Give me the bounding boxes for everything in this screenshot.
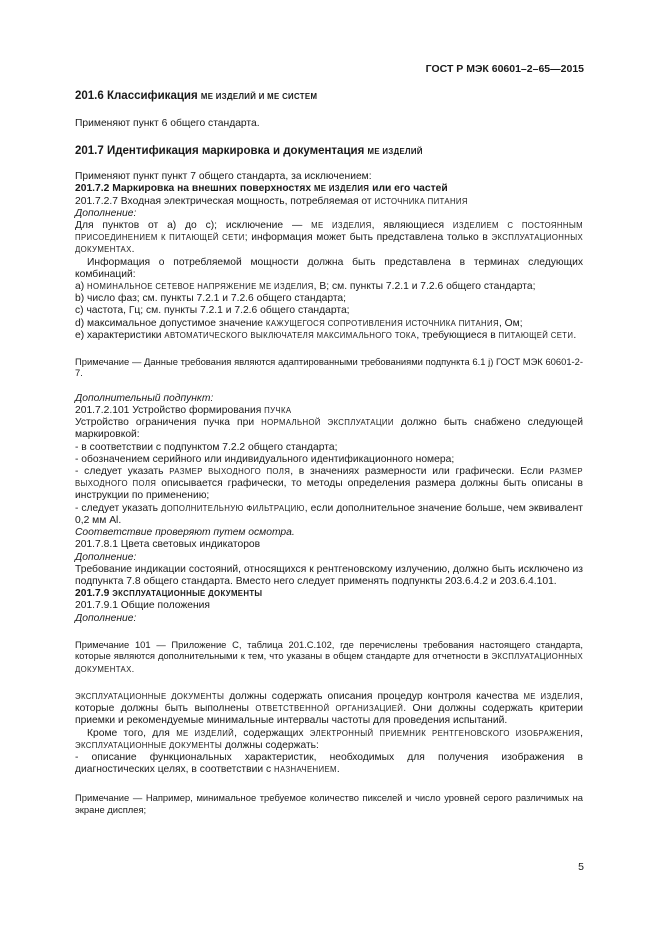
paragraph-beam-device: Устройство ограничения пучка при НОРМАЛЬНОЙ ЭКСПЛУАТАЦИИ должно быть снабжено следующей маркировкой:: [75, 417, 583, 441]
standard-header: ГОСТ Р МЭК 60601–2–65—2015: [425, 63, 584, 75]
addition-label: Дополнение:: [75, 207, 137, 219]
section-201-7-8-1-title: 201.7.8.1 Цвета световых индикаторов: [75, 539, 261, 551]
list-item-e: e) характеристики АВТОМАТИЧЕСКОГО ВЫКЛЮЧАТЕЛЯ МАКСИМАЛЬНОГО ТОКА, требующиеся в ПИТАЮЩЕЙ СЕТИ.: [75, 329, 577, 341]
section-201-7-title: 201.7 Идентификация маркировка и документация МЕ ИЗДЕЛИЙ: [75, 145, 423, 158]
paragraph-exceptions: Для пунктов от a) до с); исключение — МЕ ИЗДЕЛИЯ, являющиеся ИЗДЕЛИЕМ С ПОСТОЯННЫМ ПРИСОЕДИНЕНИЕМ К ПИТАЮЩЕЙ СЕТИ; информация может быть представлена только в ЭКСПЛУАТАЦИОННЫХ ДОКУМЕНТАХ.: [75, 220, 584, 256]
paragraph-docs-qc: ЭКСПЛУАТАЦИОННЫЕ ДОКУМЕНТЫ должны содержать описания процедур контроля качества МЕ ИЗДЕЛИЯ, которые должны быть выполнены ОТВЕТСТВЕННОЙ ОРГАНИЗАЦИЕЙ. Они должны содержать критерии приемки и рекомендуемые минимальные интервалы частоты для проведения испытаний.: [75, 690, 583, 727]
section-201-7-2-7-title: 201.7.2.7 Входная электрическая мощность, потребляемая от ИСТОЧНИКА ПИТАНИЯ: [75, 195, 468, 207]
list-item-d: d) максимальное допустимое значение КАЖУЩЕГОСЯ СОПРОТИВЛЕНИЯ ИСТОЧНИКА ПИТАНИЯ, Ом;: [75, 317, 523, 329]
section-201-7-2-101-title: 201.7.2.101 Устройство формирования ПУЧКА: [75, 405, 292, 417]
marking-item-2: - обозначением серийного или индивидуального идентификационного номера;: [75, 453, 455, 465]
note-101: Примечание 101 — Приложение С, таблица 201.С.102, где перечислены требования настоящего стандарта, которые являются дополнительными к тем, что указаны в общем стандарте для отчетности в ЭКСПЛУАТАЦИОННЫХ ДОКУМЕНТАХ.: [75, 638, 583, 674]
section-201-6-text: Применяют пункт 6 общего стандарта.: [75, 118, 260, 129]
addition-label-2: Дополнение:: [75, 551, 137, 563]
page-number: 5: [578, 861, 584, 873]
addition-label-3: Дополнение:: [75, 612, 137, 624]
additional-subclause-label: Дополнительный подпункт:: [75, 392, 214, 404]
section-201-6-title: 201.6 Классификация МЕ ИЗДЕЛИЙ И МЕ СИСТЕМ: [75, 90, 318, 102]
compliance-check: Соответствие проверяют путем осмотра.: [75, 527, 295, 539]
list-item-b: b) число фаз; см. пункты 7.2.1 и 7.2.6 общего стандарта;: [75, 293, 347, 305]
docs-item-1: - описание функциональных характеристик, необходимых для получения изображения в диагностических целях, в соответствии с НАЗНАЧЕНИЕМ.: [75, 751, 583, 776]
paragraph-indicators: Требование индикации состояний, относящихся к рентгеновскому излучению, должно быть исключено из подпункта 7.8 общего стандарта. Вместо него следует применять подпункты 203.6.4.2 и 203.6.4.101.: [75, 563, 583, 587]
note-3: Примечание — Например, минимальное требуемое количество пикселей и число уровней серого различимых на экране дисплея;: [75, 792, 583, 815]
paragraph-docs-receiver: Кроме того, для МЕ ИЗДЕЛИЙ, содержащих ЭЛЕКТРОННЫЙ ПРИЕМНИК РЕНТГЕНОВСКОГО ИЗОБРАЖЕНИЯ, ЭКСПЛУАТАЦИОННЫЕ ДОКУМЕНТЫ должны содержать:: [75, 727, 584, 751]
marking-item-4: - следует указать ДОПОЛНИТЕЛЬНУЮ ФИЛЬТРАЦИЮ, если дополнительное значение больше, чем эквивалент 0,2 мм Al.: [75, 502, 583, 526]
section-201-7-text: Применяют пункт пункт 7 общего стандарта, за исключением:: [75, 171, 372, 183]
marking-item-3: - следует указать РАЗМЕР ВЫХОДНОГО ПОЛЯ, в значениях размерности или графически. Если РАЗМЕР ВЫХОДНОГО ПОЛЯ описывается графически, то методы определения размера должны быть описаны в инструкции по применению;: [75, 466, 583, 502]
page-content: [75, 89, 583, 815]
marking-item-1: - в соответствии с подпунктом 7.2.2 общего стандарта;: [75, 441, 338, 453]
paragraph-power-info: Информация о потребляемой мощности должна быть представлена в терминах следующих комбинаций:: [75, 256, 583, 280]
section-201-7-9-title: 201.7.9 ЭКСПЛУАТАЦИОННЫЕ ДОКУМЕНТЫ: [75, 588, 263, 600]
section-201-7-9-1-title: 201.7.9.1 Общие положения: [75, 600, 210, 612]
note-1: Примечание — Данные требования являются адаптированными требованиями подпункта 6.1 j) ГОСТ МЭК 60601-2-7.: [75, 356, 583, 379]
list-item-a: a) НОМИНАЛЬНОЕ СЕТЕВОЕ НАПРЯЖЕНИЕ МЕ ИЗДЕЛИЯ, В; см. пункты 7.2.1 и 7.2.6 общего стандарта;: [75, 281, 536, 293]
list-item-c: c) частота, Гц; см. пункты 7.2.1 и 7.2.6 общего стандарта;: [75, 305, 350, 317]
section-201-7-2-title: 201.7.2 Маркировка на внешних поверхностях МЕ ИЗДЕЛИЯ или его частей: [75, 183, 448, 195]
